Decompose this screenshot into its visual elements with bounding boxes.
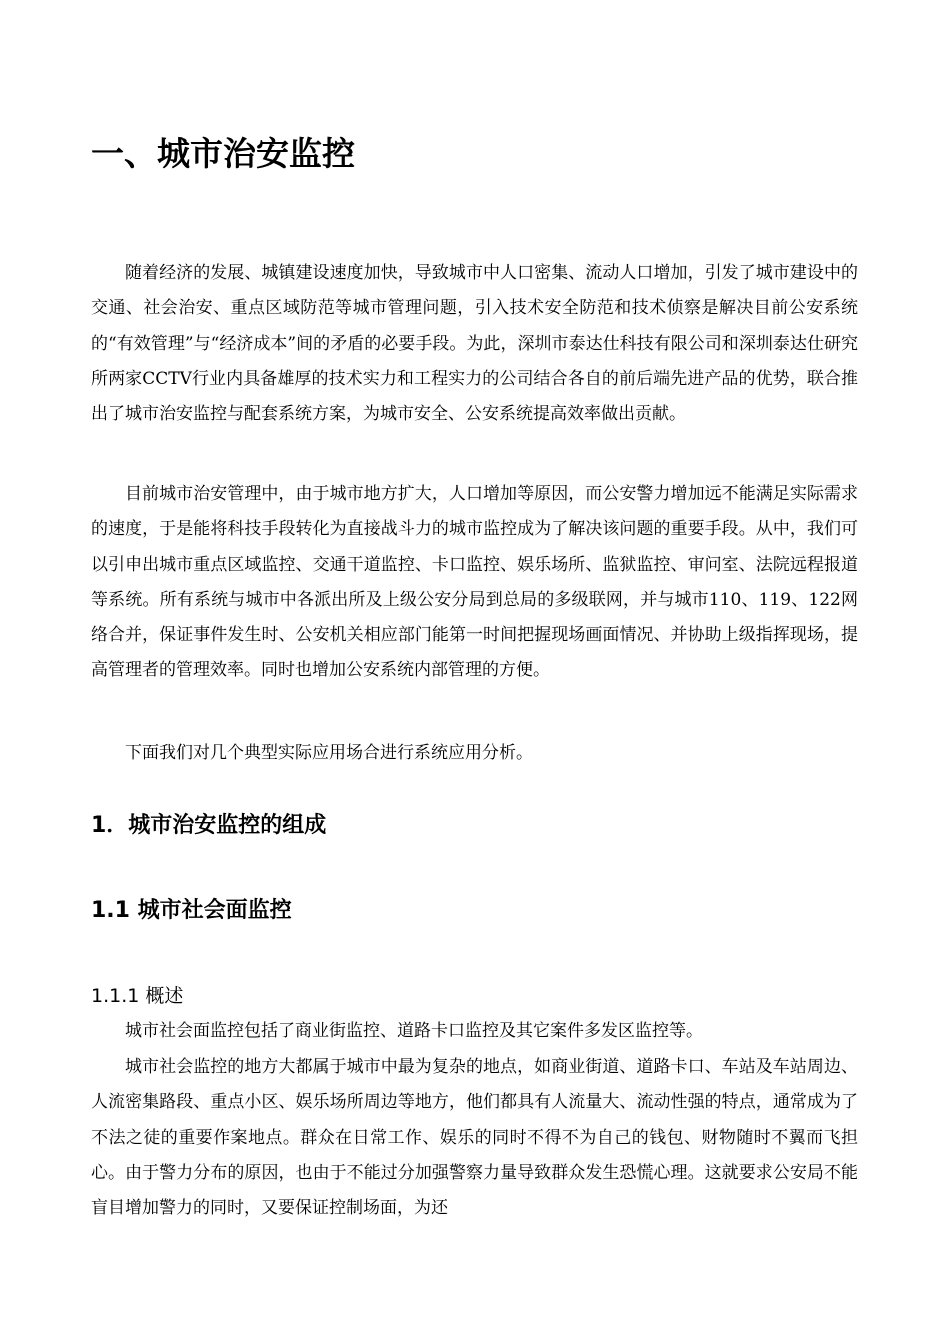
section-1-heading: 1．城市治安监控的组成 [91,813,327,838]
intro-paragraph-3: 下面我们对几个典型实际应用场合进行系统应用分析。 [125,743,533,763]
intro-paragraph-2: 目前城市治安管理中，由于城市地方扩大，人口增加等原因，而公安警力增加远不能满足实际需求的速度，于是能将科技手段转化为直接战斗力的城市监控成为了解决该问题的重要手段。从中，我们可以引申出城市重点区域监控、交通干道监控、卡口监控、娱乐场所、监狱监控、审问室、法院远程报道等系统。所有系统与城市中各派出所及上级公安分局到总局的多级联网，并与城市110、119、122网络合并，保证事件发生时、公安机关相应部门能第一时间把握现场画面情况、并协助上级指挥现场，提高管理者的管理效率。同时也增加公安系统内部管理的方便。 [91,484,858,681]
section-1-1-1-heading: 1.1.1 概述 [91,985,184,1007]
section-1-1-heading: 1.1 城市社会面监控 [91,898,292,923]
section-1-1-1-paragraph-2: 城市社会监控的地方大都属于城市中最为复杂的地点，如商业街道、道路卡口、车站及车站周边、人流密集路段、重点小区、娱乐场所周边等地方，他们都具有人流量大、流动性强的特点，通常成为了不法之徒的重要作案地点。群众在日常工作、娱乐的同时不得不为自己的钱包、财物随时不翼而飞担心。由于警力分布的原因，也由于不能过分加强警察力量导致群众发生恐慌心理。这就要求公安局不能盲目增加警力的同时，又要保证控制场面，为还 [91,1057,858,1219]
intro-paragraph-1: 随着经济的发展、城镇建设速度加快，导致城市中人口密集、流动人口增加，引发了城市建设中的交通、社会治安、重点区域防范等城市管理问题，引入技术安全防范和技术侦察是解决目前公安系统的“有效管理”与“经济成本”间的矛盾的必要手段。为此，深圳市泰达仕科技有限公司和深圳泰达仕研究所两家CCTV行业内具备雄厚的技术实力和工程实力的公司结合各自的前后端先进产品的优势，联合推出了城市治安监控与配套系统方案，为城市安全、公安系统提高效率做出贡献。 [91,263,858,425]
document-title: 一、城市治安监控 [91,134,355,173]
section-1-1-1-paragraph-1: 城市社会面监控包括了商业街监控、道路卡口监控及其它案件多发区监控等。 [125,1021,703,1041]
